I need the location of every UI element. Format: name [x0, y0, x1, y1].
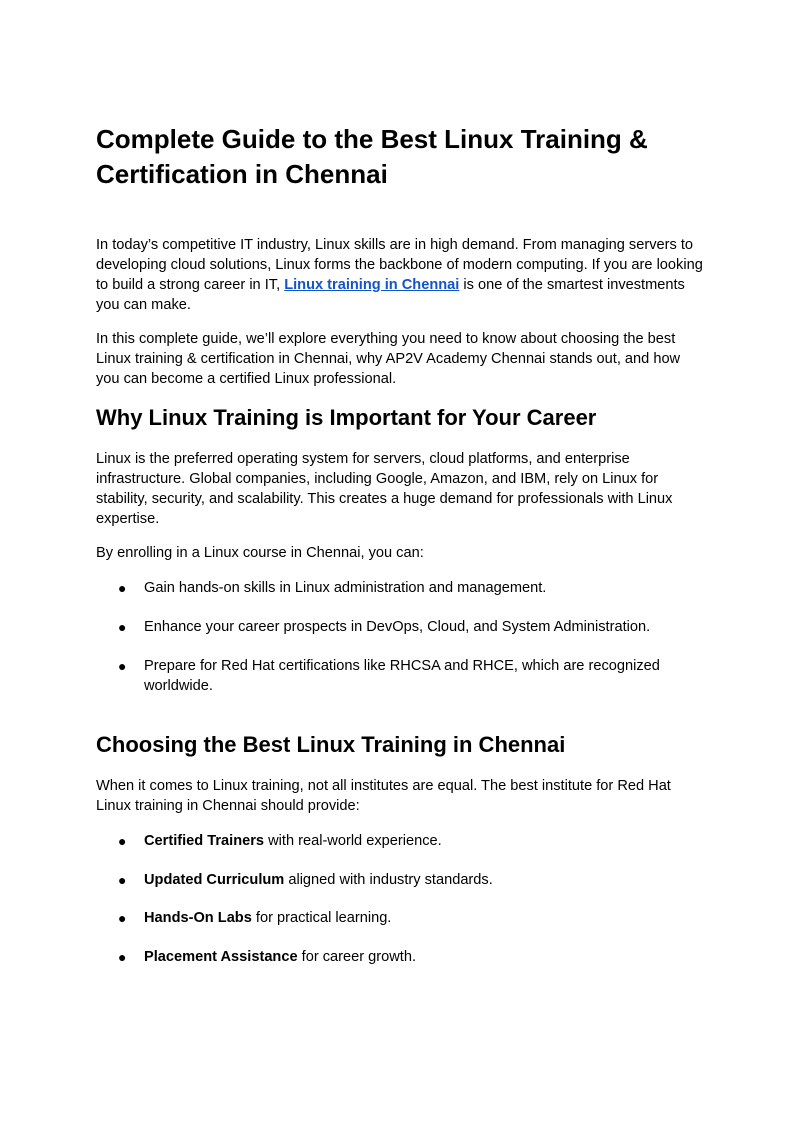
section1-list-intro: By enrolling in a Linux course in Chennai, you can: — [96, 545, 424, 561]
list-item-rest: for career growth. — [297, 949, 417, 965]
list-item-text: Prepare for Red Hat certifications like RHCSA and RHCE, which are recognized worldwide. — [144, 658, 660, 694]
list-item-bold: Placement Assistance — [144, 949, 298, 965]
section-heading-why-linux: Why Linux Training is Important for Your Career — [96, 405, 597, 430]
list-item — [96, 656, 706, 696]
list-item-rest: for practical learning. — [251, 910, 392, 926]
list-item-rest: with real-world experience. — [264, 833, 442, 849]
list-item-text — [144, 870, 684, 890]
bullet-icon: ● — [118, 580, 127, 596]
list-item — [96, 947, 706, 967]
bullet-icon: ● — [118, 872, 127, 888]
list-item-rest: aligned with industry standards. — [284, 872, 493, 888]
list-item — [96, 831, 706, 851]
list-item-bold: Updated Curriculum — [144, 872, 285, 888]
list-item-bold: Hands-On Labs — [144, 910, 252, 926]
list-item — [96, 908, 706, 928]
bullet-icon: ● — [118, 833, 127, 849]
intro-text-after-link: is one of the smartest investments you can make. — [96, 277, 685, 313]
intro-text-before-link: In today’s competitive IT industry, Linux skills are in high demand. From managing servers to developing cloud solutions, Linux forms the backbone of modern computing. If you are looking to build a strong career in IT, — [96, 237, 703, 293]
section-heading-choosing: Choosing the Best Linux Training in Chennai — [96, 732, 566, 757]
list-item — [96, 578, 706, 598]
intro-paragraph — [96, 235, 706, 315]
list-item-text: Enhance your career prospects in DevOps, Cloud, and System Administration. — [144, 619, 651, 635]
list-item-text — [144, 947, 684, 967]
bullet-icon: ● — [118, 949, 127, 965]
list-item — [96, 617, 706, 637]
linux-training-link[interactable]: Linux training in Chennai — [284, 277, 460, 293]
list-item-text — [144, 831, 684, 851]
page-title: Complete Guide to the Best Linux Training & Certification in Chennai — [96, 124, 648, 189]
bullet-icon: ● — [118, 619, 127, 635]
guide-paragraph: In this complete guide, we’ll explore everything you need to know about choosing the best Linux training & certification in Chennai, why AP2V Academy Chennai stands out, and how you can become a certified Linux professional. — [96, 331, 681, 387]
list-item-text — [144, 908, 684, 928]
bullet-icon: ● — [118, 910, 127, 926]
list-item-bold: Certified Trainers — [144, 833, 265, 849]
section1-paragraph: Linux is the preferred operating system for servers, cloud platforms, and enterprise infrastructure. Global companies, including Google, Amazon, and IBM, rely on Linux for stability, security, and scalability. This creates a huge demand for professionals with Linux expertise. — [96, 451, 673, 527]
section2-paragraph: When it comes to Linux training, not all institutes are equal. The best institute for Red Hat Linux training in Chennai should provide: — [96, 778, 671, 814]
list-item-text: Gain hands-on skills in Linux administration and management. — [144, 580, 547, 596]
list-item — [96, 870, 706, 890]
bullet-icon: ● — [118, 658, 127, 674]
